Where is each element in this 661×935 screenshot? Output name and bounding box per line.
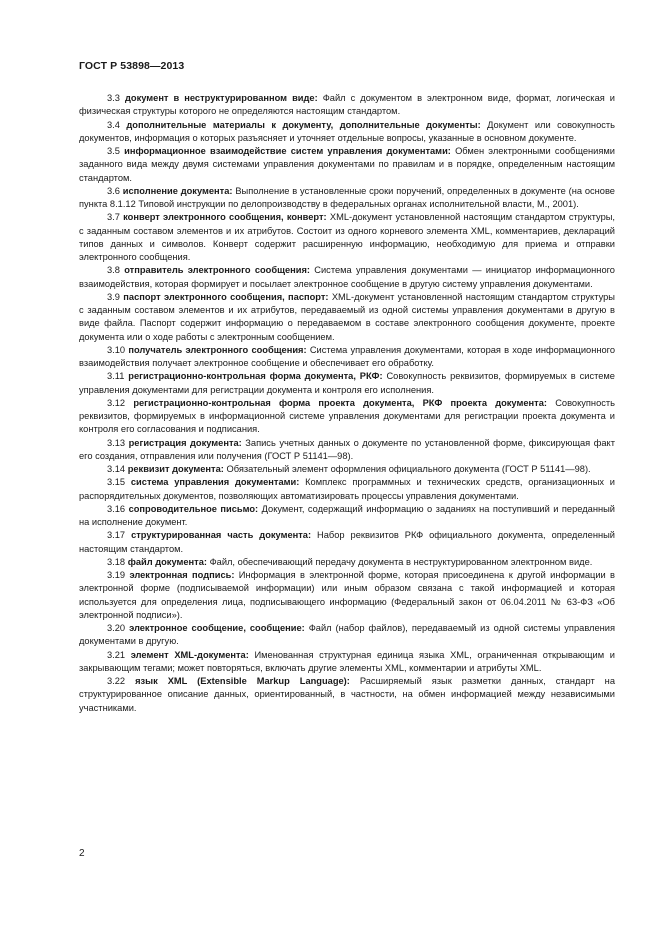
entry-number: 3.12 [107, 397, 126, 408]
entry-definition: XML-документ установленной настоящим стандартом структуры с заданным составом элементов и их атрибутов, передаваемый из одной системы управления документами в другую в виде файла. Паспорт содержит информацию о передаваемом в составе электронного сообщения документе, проекте документа или о ходе работы с электронным сообщением. [79, 291, 615, 342]
entry-term: реквизит документа: [127, 464, 224, 474]
entry-definition: Файл с документом в электронном виде, формат, логическая и физическая структуры которого не определяются настоящим стандартом. [79, 93, 616, 117]
entry-term: регистрация документа: [128, 437, 242, 448]
definition-entry [79, 437, 615, 464]
definition-entry [79, 397, 615, 437]
entry-definition: Совокупность реквизитов, формируемых в системе управления документами для регистрации документа и контроля его исполнения. [79, 371, 615, 395]
definition-entry [79, 503, 615, 530]
entry-definition: Файл, обеспечивающий передачу документа в неструктурированном электронном виде. [209, 556, 593, 567]
entry-number: 3.17 [107, 530, 126, 541]
entry-number: 3.20 [107, 623, 126, 633]
definition-entry [79, 529, 615, 556]
entry-term: паспорт электронного сообщения, паспорт: [123, 291, 329, 302]
entry-term: электронная подпись: [129, 570, 235, 580]
entry-definition: Запись учетных данных о документе по установленной форме, фиксирующая факт его создания, отправления или получения (ГОСТ Р 51141—98). [79, 437, 615, 461]
definition-entry [79, 211, 615, 264]
entry-definition: Обмен электронными сообщениями заданного вида между двумя системами управления документами по правилам и в порядке, определенным настоящим стандартом. [79, 146, 615, 183]
entry-number: 3.3 [107, 93, 120, 103]
definition-entry [79, 463, 615, 476]
entry-number: 3.8 [107, 265, 120, 276]
definition-entry [79, 344, 615, 371]
entry-definition: Совокупность реквизитов, формируемых в информационной системе управления документами для регистрации проекта документа и контроля его согласования и подписания. [79, 397, 615, 435]
definition-entry [79, 185, 615, 212]
entry-number: 3.16 [107, 503, 126, 514]
entry-definition: Обязательный элемент оформления официального документа (ГОСТ Р 51141—98). [226, 464, 591, 474]
entry-number: 3.21 [107, 649, 126, 660]
entry-term: система управления документами: [130, 477, 300, 488]
entry-definition: Документ или совокупность документов, информация о которых разъясняет и уточняет отдельные вопросы, указанные в основном документе. [79, 119, 615, 143]
entry-definition: Выполнение в установленные сроки поручений, определенных в документе (на основе пункта 8.1.12 Типовой инструкции по делопроизводству в федеральных органах исполнительной власти, М., 2001). [79, 185, 615, 209]
definition-entry [79, 556, 615, 569]
entry-term: информационное взаимодействие систем управления документами: [124, 146, 451, 156]
definition-entry [79, 92, 615, 119]
entry-number: 3.5 [107, 146, 120, 156]
entry-definition: Именованная структурная единица языка XML, ограниченная открывающим и закрывающим тегами; может повторяться, включать другие элементы XML, комментарии и атрибуты XML. [79, 649, 615, 673]
definition-entry [79, 675, 615, 715]
entry-definition: Комплекс программных и технических средств, организационных и распорядительных документов, позволяющих автоматизировать процессы управления документами. [79, 477, 615, 501]
entry-definition: Система управления документами, которая в ходе информационного взаимодействия получает электронное сообщение и обеспечивает его обработку. [79, 344, 615, 368]
entry-number: 3.11 [107, 371, 125, 382]
definitions-list [79, 92, 615, 715]
entry-term: регистрационно-контрольная форма проекта документа, РКФ проекта документа: [133, 397, 547, 408]
definition-entry [79, 476, 615, 503]
entry-term: структурированная часть документа: [131, 530, 312, 541]
entry-term: исполнение документа: [122, 185, 233, 196]
entry-definition: Документ, содержащий информацию о заданиях на поступивший и переданный на исполнение документ. [79, 503, 615, 527]
definition-entry [79, 569, 615, 622]
entry-number: 3.19 [107, 570, 126, 580]
entry-number: 3.7 [107, 212, 120, 223]
entry-definition: Информация в электронной форме, которая присоединена к другой информации в электронной форме (подписываемой информации) или иным образом связана с такой информацией и которая используется для определения лица, подписывающего информацию (Федеральный закон от 06.04.2011 № 63-ФЗ «Об электронной подписи»). [79, 570, 615, 620]
entry-term: файл документа: [127, 556, 207, 567]
entry-number: 3.14 [107, 464, 126, 474]
page-number: 2 [79, 848, 85, 859]
entry-definition: Файл (набор файлов), передаваемый из одной системы управления документами в другую. [79, 623, 615, 647]
entry-number: 3.13 [107, 437, 126, 448]
entry-term: сопроводительное письмо: [128, 503, 259, 514]
entry-number: 3.9 [107, 291, 120, 302]
definition-entry [79, 622, 615, 649]
entry-definition: XML-документ установленной настоящим стандартом структуры, с заданным составом элементов и их атрибутов. Состоит из одного корневого элемента XML, комментариев, деклараций типов данных и символов. Конверт содержит расширенную информацию, необходимую для приема и отправки электронного сообщения. [79, 212, 616, 262]
entry-term: получатель электронного сообщения: [128, 344, 307, 355]
definition-entry [79, 649, 615, 676]
entry-number: 3.18 [107, 556, 126, 567]
entry-number: 3.22 [107, 676, 126, 686]
entry-term: дополнительные материалы к документу, дополнительные документы: [126, 119, 481, 130]
entry-definition: Система управления документами — инициатор информационного взаимодействия, которая формирует и посылает электронное сообщение в другую систему управления документами. [79, 265, 615, 289]
entry-term: отправитель электронного сообщения: [124, 265, 310, 276]
entry-term: электронное сообщение, сообщение: [129, 623, 305, 633]
definition-entry [79, 291, 615, 344]
entry-term: язык XML (Extensible Markup Language): [135, 676, 350, 686]
entry-number: 3.4 [107, 119, 120, 130]
definition-entry [79, 370, 615, 397]
document-header-code: ГОСТ Р 53898—2013 [79, 60, 185, 72]
definition-entry [79, 119, 615, 146]
entry-definition: Набор реквизитов РКФ официального документа, определенный настоящим стандартом. [79, 530, 615, 554]
entry-term: регистрационно-контрольная форма документа, РКФ: [128, 371, 383, 382]
entry-number: 3.6 [107, 185, 120, 196]
entry-number: 3.15 [107, 477, 126, 488]
entry-number: 3.10 [107, 344, 126, 355]
entry-term: документ в неструктурированном виде: [124, 93, 318, 103]
definition-entry [79, 145, 615, 185]
entry-definition: Расширяемый язык разметки данных, стандарт на структурированное описание данных, ориентированный, в частности, на обмен информацией между независимыми участниками. [79, 676, 615, 713]
entry-term: элемент XML-документа: [130, 649, 249, 660]
entry-term: конверт электронного сообщения, конверт: [123, 212, 327, 223]
definition-entry [79, 264, 615, 291]
